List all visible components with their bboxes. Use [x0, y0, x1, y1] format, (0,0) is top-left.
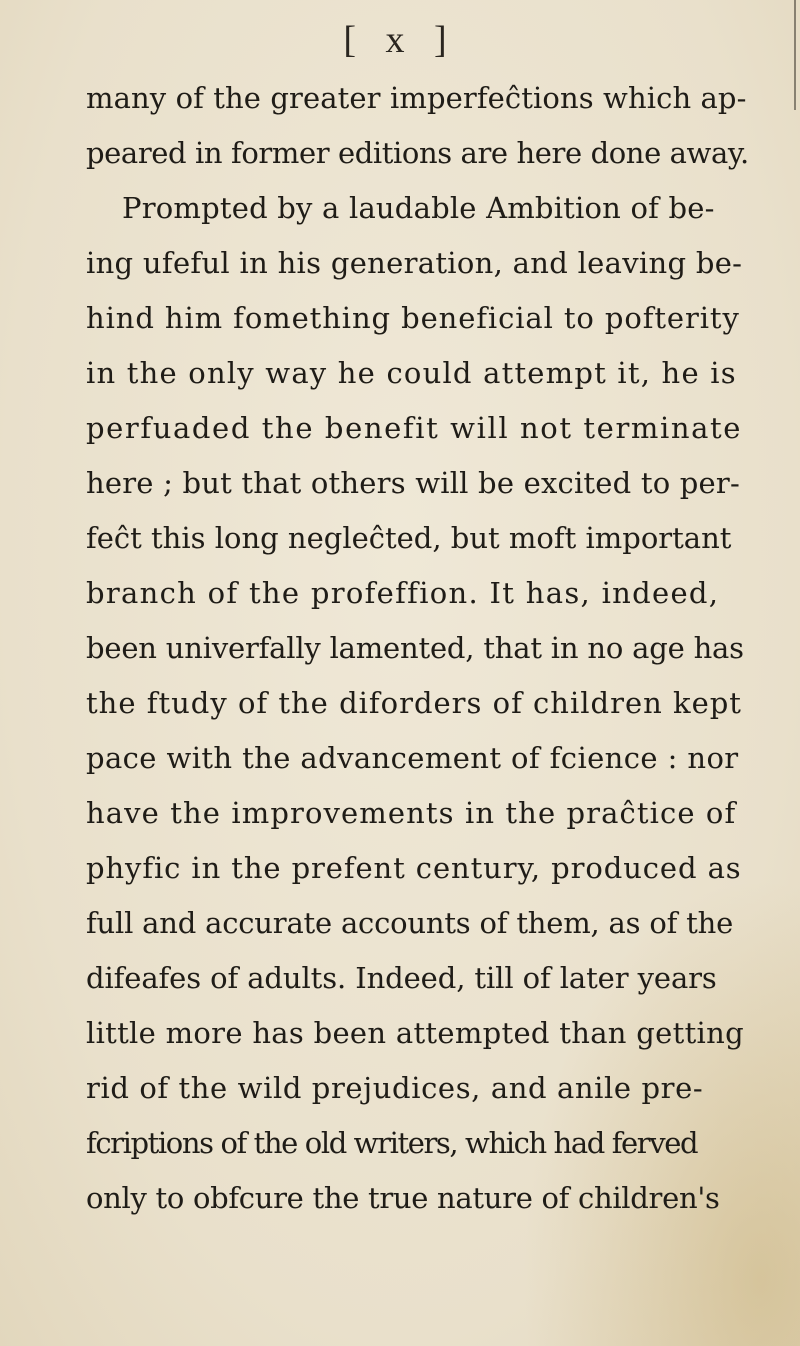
text-line: full and accurate accounts of them, as of the — [86, 906, 734, 940]
text-line: pace with the advancement of fcience : nor — [86, 741, 739, 775]
text-line: only to obfcure the true nature of children's — [86, 1181, 720, 1215]
text-line: many of the greater imperfeĉtions which ap- — [86, 81, 747, 115]
text-line: fcriptions of the old writers, which had ferved — [86, 1126, 698, 1160]
text-line: ing ufeful in his generation, and leaving be- — [86, 246, 743, 280]
text-line: phyfic in the prefent century, produced as — [86, 851, 742, 885]
text-line: little more has been attempted than getting — [86, 1016, 744, 1050]
text-line: difeafes of adults. Indeed, till of later years — [86, 961, 717, 995]
text-line: peared in former editions are here done away. — [86, 136, 749, 170]
text-line: perfuaded the benefit will not terminate — [86, 411, 743, 445]
text-line: branch of the profeffion. It has, indeed, — [86, 576, 720, 610]
text-line: feĉt this long negleĉted, but moft important — [86, 521, 732, 555]
text-line: the ftudy of the diforders of children kept — [86, 686, 742, 720]
text-line: here ; but that others will be excited to per- — [86, 466, 740, 500]
text-line: have the improvements in the praĉtice of — [86, 796, 737, 830]
text-line: Prompted by a laudable Ambition of be- — [122, 191, 715, 225]
text-line: been univerfally lamented, that in no age has — [86, 631, 744, 665]
text-line: rid of the wild prejudices, and anile pre- — [86, 1071, 704, 1105]
text-line: in the only way he could attempt it, he is — [86, 356, 737, 390]
text-line: hind him fomething beneficial to pofterity — [86, 301, 740, 335]
page-number: [ x ] — [343, 19, 457, 61]
